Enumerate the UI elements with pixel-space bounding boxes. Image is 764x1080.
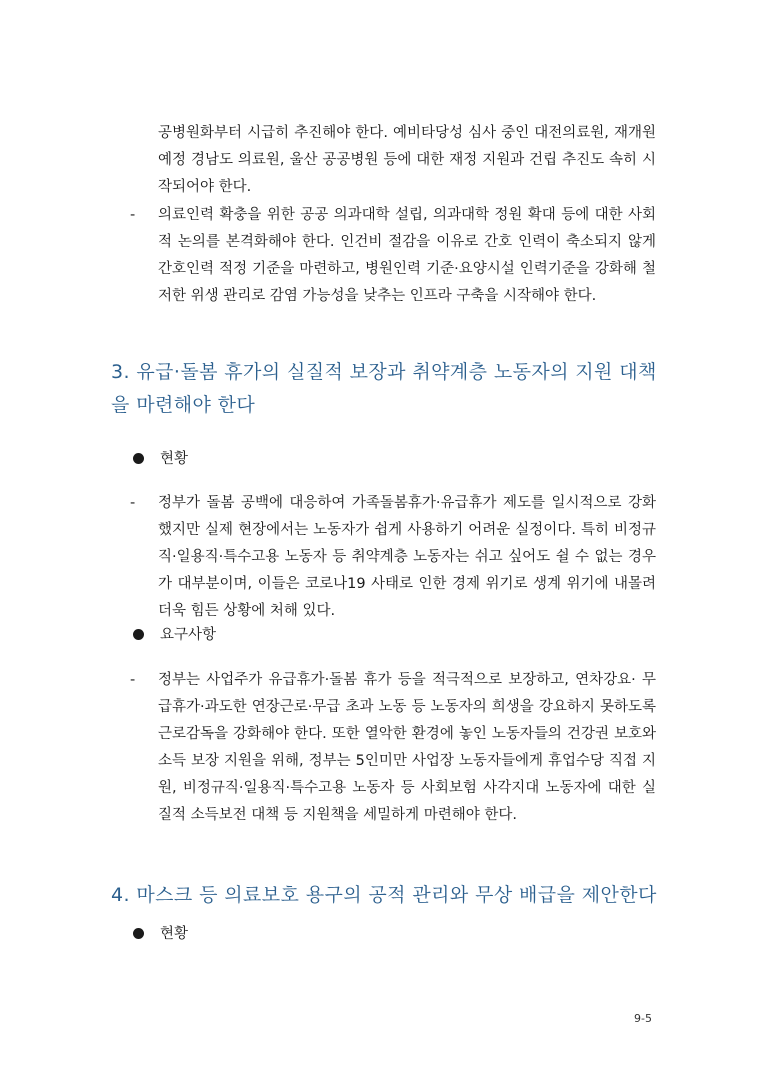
bullet-dot-icon — [133, 928, 144, 939]
bullet-dot-icon — [133, 629, 144, 640]
section-heading-3: 3. 유급·돌봄 휴가의 실질적 보장과 취약계층 노동자의 지원 대책을 마련해야 한다 — [111, 361, 657, 416]
page-number: 9-5 — [634, 1012, 652, 1025]
dash-item-text: 정부는 사업주가 유급휴가·돌봄 휴가 등을 적극적으로 보장하고, 연차강요· 무급휴가·과도한 연장근로·무급 초과 노동 등 노동자의 희생을 강요하지 못하도록 근로감독을 강화해야 한다. 또한 열악한 환경에 놓인 노동자들의 건강권 보호와 소득 보장 지원을 위해, 정부는 5인미만 사업장 노동자들에게 휴업수당 직접 지원, 비정규직·일용직·특수고용 노동자 등 사회보험 사각지대 노동자에 대한 실질적 소득보전 대책 등 지원책을 세밀하게 마련해야 한다. — [158, 672, 656, 823]
bullet-label: 현황 — [160, 451, 189, 467]
dash-item-text: 의료인력 확충을 위한 공공 의과대학 설립, 의과대학 정원 확대 등에 대한 사회적 논의를 본격화해야 한다. 인건비 절감을 이유로 간호 인력이 축소되지 않게 간호인력 적정 기준을 마련하고, 병원인력 기준·요양시설 인력기준을 강화해 철저한 위생 관리로 감염 가능성을 낮추는 인프라 구축을 시작해야 한다. — [158, 207, 656, 304]
dash-marker: - — [130, 672, 136, 688]
continued-paragraph: 공병원화부터 시급히 추진해야 한다. 예비타당성 심사 중인 대전의료원, 재개원 예정 경남도 의료원, 울산 공공병원 등에 대한 재정 지원과 건립 추진도 속히 시작되어야 한다. — [158, 125, 656, 195]
dash-marker: - — [130, 495, 136, 511]
bullet-label: 요구사항 — [160, 627, 217, 643]
dash-marker: - — [130, 207, 136, 223]
dash-item-text: 정부가 돌봄 공백에 대응하여 가족돌봄휴가·유급휴가 제도를 일시적으로 강화했지만 실제 현장에서는 노동자가 쉽게 사용하기 어려운 실정이다. 특히 비정규직·일용직·특수고용 노동자 등 취약계층 노동자는 쉬고 싶어도 쉴 수 없는 경우가 대부분이며, 이들은 코로나19 사태로 인한 경제 위기로 생계 위기에 내몰려 더욱 힘든 상황에 처해 있다. — [158, 495, 657, 619]
section-heading-4: 4. 마스크 등 의료보호 용구의 공적 관리와 무상 배급을 제안한다 — [111, 884, 657, 906]
bullet-label: 현황 — [160, 926, 189, 942]
bullet-dot-icon — [133, 453, 144, 464]
